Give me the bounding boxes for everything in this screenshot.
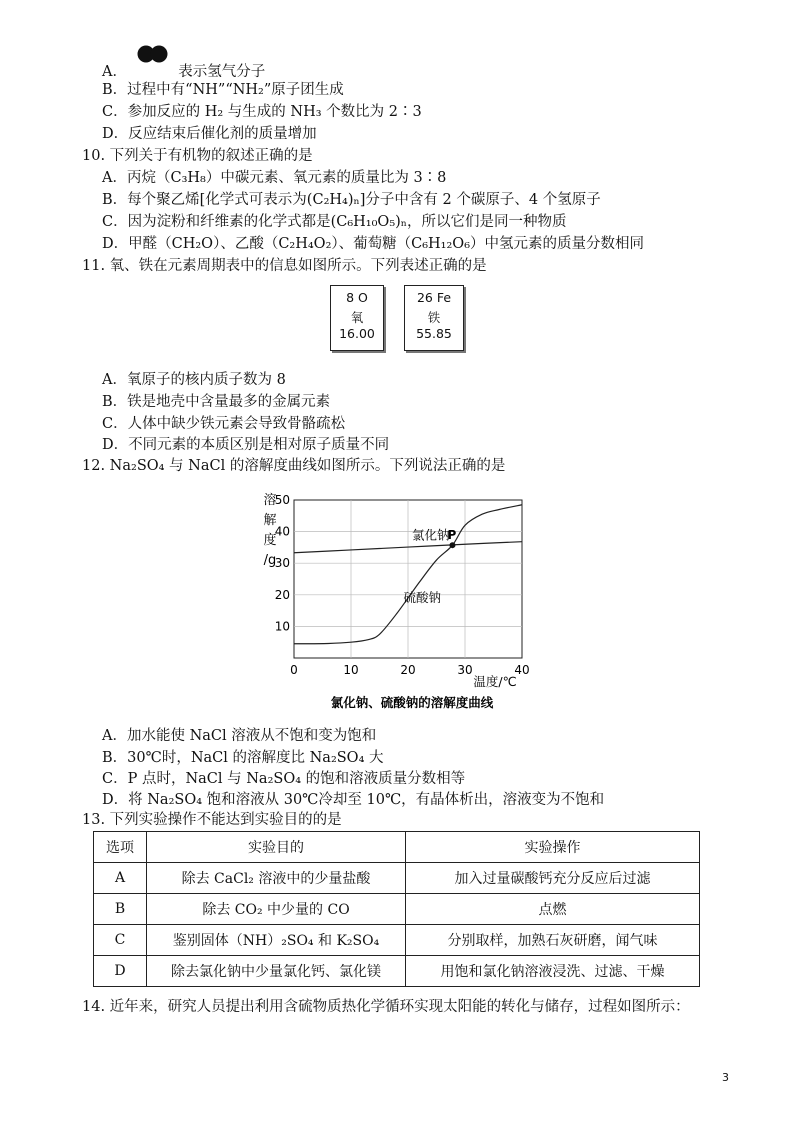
iron-name: 铁	[427, 310, 441, 325]
x-tick-label: 10	[343, 663, 359, 677]
header-purpose: 实验目的	[147, 832, 406, 863]
hydrogen-molecule-icon	[136, 44, 170, 64]
header-option: 选项	[94, 832, 147, 863]
point-p-marker	[449, 542, 455, 548]
y-axis-label-char: /g	[263, 553, 277, 568]
y-tick-label: 50	[274, 493, 290, 507]
y-tick-label: 30	[274, 556, 290, 571]
page-number: 3	[722, 1071, 729, 1084]
x-tick-label: 20	[400, 663, 416, 677]
table-row	[94, 894, 700, 925]
q9-option-b: B．过程中有“NH”“NH₂”原子团生成	[102, 82, 344, 98]
table-row	[94, 956, 700, 987]
x-tick-label: 30	[457, 663, 473, 677]
x-tick-label: 0	[290, 663, 298, 677]
point-p-label: P	[447, 528, 457, 543]
row-operation: 用饱和氯化钠溶液浸洗、过滤、干燥	[406, 956, 700, 987]
row-operation: 点燃	[406, 894, 700, 925]
iron-element-card	[404, 285, 464, 351]
q9-option-a	[102, 56, 265, 82]
row-option: C	[94, 925, 147, 956]
q10-option-b: B．每个聚乙烯[化学式可表示为(C₂H₄)ₙ]分子中含有 2 个碳原子、4 个氢原子	[102, 192, 601, 208]
iron-mass: 55.85	[416, 326, 452, 341]
y-axis-label-char: 溶	[263, 493, 277, 508]
q11-option-a: A．氧原子的核内质子数为 8	[102, 372, 286, 388]
y-axis-label-char: 解	[263, 513, 277, 528]
row-operation: 分别取样，加熟石灰研磨，闻气味	[406, 925, 700, 956]
q12-option-d: D．将 Na₂SO₄ 饱和溶液从 30℃冷却至 10℃，有晶体析出，溶液变为不饱和	[102, 792, 605, 808]
y-axis-label-char: 度	[263, 533, 277, 548]
iron-number-symbol: 26 Fe	[416, 290, 452, 305]
experiment-table	[93, 831, 700, 987]
y-tick-label: 10	[274, 619, 290, 634]
table-row	[94, 925, 700, 956]
table-row	[94, 863, 700, 894]
q12-option-b: B．30℃时，NaCl 的溶解度比 Na₂SO₄ 大	[102, 750, 384, 766]
q11-stem: 11. 氧、铁在元素周期表中的信息如图所示。下列表述正确的是	[82, 258, 487, 274]
q14-stem: 14. 近年来，研究人员提出利用含硫物质热化学循环实现太阳能的转化与储存，过程如图所示：	[82, 999, 690, 1015]
table-header-row	[94, 832, 700, 863]
row-option: B	[94, 894, 147, 925]
q10-option-d: D．甲醛（CH₂O）、乙酸（C₂H₄O₂）、葡萄糖（C₆H₁₂O₆）中氢元素的质量分数相同	[102, 236, 645, 252]
q12-option-a: A．加水能使 NaCl 溶液从不饱和变为饱和	[102, 728, 377, 744]
q11-option-d: D．不同元素的本质区别是相对原子质量不同	[102, 437, 390, 453]
row-option: D	[94, 956, 147, 987]
row-option: A	[94, 863, 147, 894]
x-tick-label: 40	[514, 663, 530, 677]
q10-option-a: A．丙烷（C₃H₈）中碳元素、氧元素的质量比为 3∶8	[102, 170, 447, 186]
row-operation: 加入过量碳酸钙充分反应后过滤	[406, 863, 700, 894]
q12-stem: 12. Na₂SO₄ 与 NaCl 的溶解度曲线如图所示。下列说法正确的是	[82, 458, 506, 474]
q10-stem: 10. 下列关于有机物的叙述正确的是	[82, 148, 313, 164]
row-purpose: 除去氯化钠中少量氯化钙、氯化镁	[147, 956, 406, 987]
y-tick-label: 20	[274, 587, 290, 602]
q11-option-b: B．铁是地壳中含量最多的金属元素	[102, 394, 331, 410]
oxygen-element-card	[330, 285, 384, 351]
series-label: 氯化钠	[412, 527, 450, 543]
y-tick-label: 40	[274, 524, 290, 539]
q12-option-c: C．P 点时，NaCl 与 Na₂SO₄ 的饱和溶液质量分数相等	[102, 771, 466, 787]
q10-option-c: C．因为淀粉和纤维素的化学式都是(C₆H₁₀O₅)ₙ，所以它们是同一种物质	[102, 214, 567, 230]
q13-stem: 13. 下列实验操作不能达到实验目的的是	[82, 812, 342, 828]
oxygen-name: 氧	[350, 310, 364, 325]
row-purpose: 除去 CO₂ 中少量的 CO	[147, 894, 406, 925]
q9-option-c: C．参加反应的 H₂ 与生成的 NH₃ 个数比为 2∶3	[102, 104, 422, 120]
header-operation: 实验操作	[406, 832, 700, 863]
row-purpose: 除去 CaCl₂ 溶液中的少量盐酸	[147, 863, 406, 894]
series-label: 硫酸钠	[403, 589, 442, 605]
chart-caption: 氯化钠、硫酸钠的溶解度曲线	[330, 695, 494, 710]
q9-option-a-label: A．	[102, 64, 127, 80]
oxygen-number-symbol: 8 O	[346, 290, 368, 305]
solubility-chart	[250, 486, 550, 716]
x-axis-label: 温度/℃	[473, 674, 517, 689]
oxygen-mass: 16.00	[339, 326, 375, 341]
row-purpose: 鉴别固体（NH）₂SO₄ 和 K₂SO₄	[147, 925, 406, 956]
q9-option-d: D．反应结束后催化剂的质量增加	[102, 126, 317, 142]
q9-option-a-text: 表示氢气分子	[178, 64, 266, 80]
q11-option-c: C．人体中缺少铁元素会导致骨骼疏松	[102, 416, 346, 432]
